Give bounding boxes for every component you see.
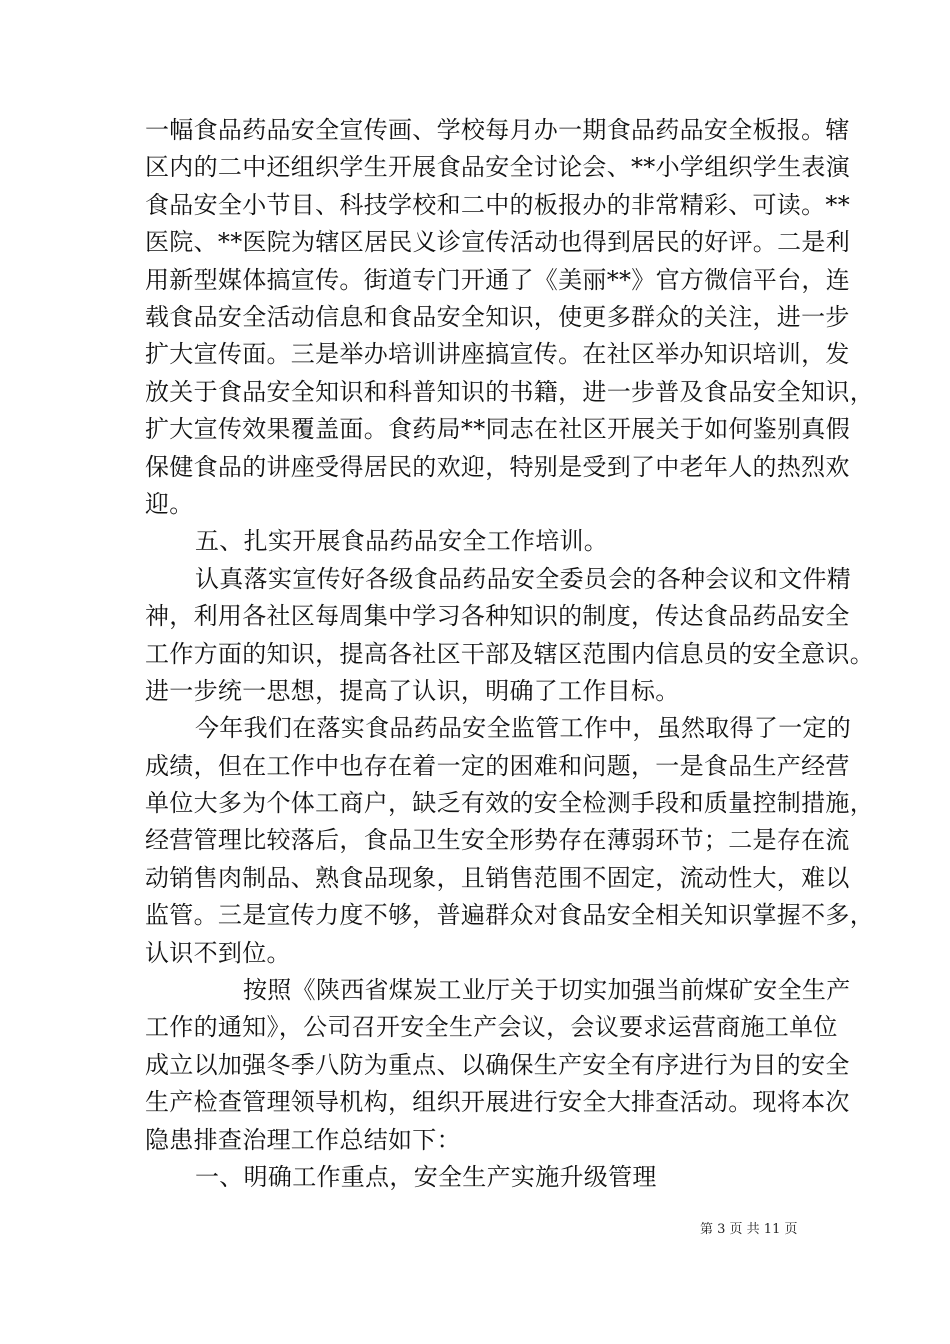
text-line: 单位大多为个体工商户，缺乏有效的安全检测手段和质量控制措施， xyxy=(145,789,874,817)
text-line: 成绩，但在工作中也存在着一定的困难和问题，一是食品生产经营 xyxy=(145,752,850,780)
text-line: 区内的二中还组织学生开展食品安全讨论会、**小学组织学生表演 xyxy=(145,153,850,181)
text-line: 放关于食品安全知识和科普知识的书籍，进一步普及食品安全知识， xyxy=(145,378,874,406)
text-line: 认真落实宣传好各级食品药品安全委员会的各种会议和文件精 xyxy=(195,565,852,593)
text-line: 成立以加强冬季八防为重点、以确保生产安全有序进行为目的安全 xyxy=(145,1051,850,1079)
text-line: 动销售肉制品、熟食品现象，且销售范围不固定，流动性大，难以 xyxy=(145,864,850,892)
text-line: 认识不到位。 xyxy=(145,939,291,967)
text-line: 扩大宣传面。三是举办培训讲座搞宣传。在社区举办知识培训，发 xyxy=(145,340,850,368)
text-line: 迎。 xyxy=(145,490,194,518)
section-heading: 五、扎实开展食品药品安全工作培训。 xyxy=(195,527,609,555)
text-line: 今年我们在落实食品药品安全监管工作中，虽然取得了一定的 xyxy=(195,714,852,742)
text-line: 进一步统一思想，提高了认识，明确了工作目标。 xyxy=(145,677,680,705)
text-line: 一幅食品药品安全宣传画、学校每月办一期食品药品安全板报。辖 xyxy=(145,116,850,144)
text-line: 工作方面的知识，提高各社区干部及辖区范围内信息员的安全意识。 xyxy=(145,640,874,668)
text-line: 保健食品的讲座受得居民的欢迎，特别是受到了中老年人的热烈欢 xyxy=(145,453,850,481)
text-line: 载食品安全活动信息和食品安全知识，使更多群众的关注，进一步 xyxy=(145,303,850,331)
text-line: 用新型媒体搞宣传。街道专门开通了《美丽**》官方微信平台，连 xyxy=(145,266,850,294)
text-line: 生产检查管理领导机构，组织开展进行安全大排查活动。现将本次 xyxy=(145,1088,850,1116)
text-line: 食品安全小节目、科技学校和二中的板报办的非常精彩、可读。** xyxy=(145,191,850,219)
text-line: 医院、**医院为辖区居民义诊宣传活动也得到居民的好评。二是利 xyxy=(145,228,850,256)
text-line: 监管。三是宣传力度不够，普遍群众对食品安全相关知识掌握不多， xyxy=(145,901,874,929)
page-number: 第 3 页 共 11 页 xyxy=(700,1222,798,1237)
text-line: 经营管理比较落后，食品卫生安全形势存在薄弱环节；二是存在流 xyxy=(145,826,850,854)
section-heading: 一、明确工作重点，安全生产实施升级管理 xyxy=(195,1163,657,1191)
text-line: 扩大宣传效果覆盖面。食药局**同志在社区开展关于如何鉴别真假 xyxy=(145,415,850,443)
text-line: 神，利用各社区每周集中学习各种知识的制度，传达食品药品安全 xyxy=(145,602,850,630)
text-line: 隐患排查治理工作总结如下： xyxy=(145,1126,461,1154)
text-line: 工作的通知》，公司召开安全生产会议，会议要求运营商施工单位 xyxy=(145,1013,838,1041)
text-line: 按照《陕西省煤炭工业厅关于切实加强当前煤矿安全生产 xyxy=(243,976,851,1004)
